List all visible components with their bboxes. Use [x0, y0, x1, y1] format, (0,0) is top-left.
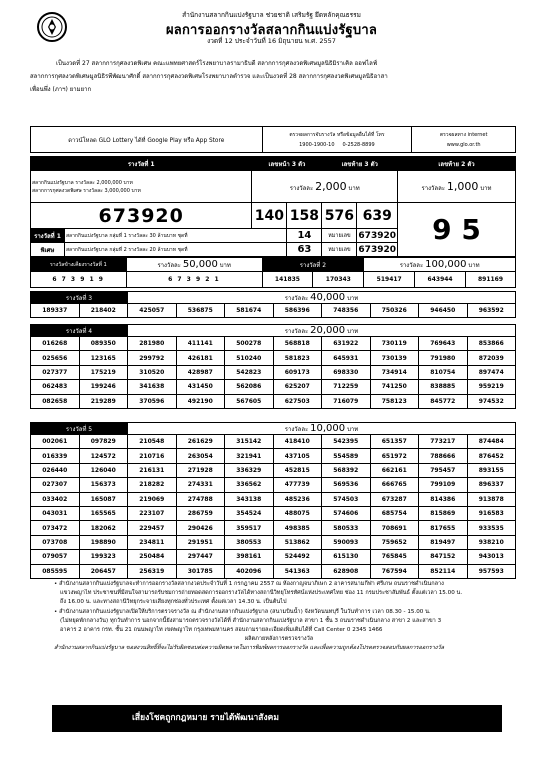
prize5-number: 765845 [370, 550, 419, 564]
prize5-number: 542395 [322, 435, 371, 449]
prize5-number: 819497 [419, 535, 468, 549]
prize4-number: 974532 [467, 394, 516, 408]
prize4-number: 897474 [467, 365, 516, 379]
header-line-3: เพื่อนพึ่ง (ภาฯ) ยามยาก [30, 86, 92, 93]
prize5-row [31, 564, 516, 578]
prize4-number: 959219 [467, 380, 516, 394]
prize4-number: 562086 [225, 380, 274, 394]
header-line-1: เป็นงวดที่ 27 สลากการกุศลงวดพิเศษ คณะแพทยศาสตร์โรงพยาบาลรามาธิบดี สลากการกุศลงวดพิเศษมูลนิธิมิราเคิล ออฟไลฟ์ [56, 60, 378, 67]
prize5-number: 250484 [128, 550, 177, 564]
near-first-number-2: 6 7 3 9 2 1 [126, 272, 262, 288]
near-and-second-table [30, 257, 516, 288]
prize5-number: 043031 [31, 506, 80, 520]
prize5-number: 085595 [31, 564, 80, 578]
prize5-number: 574606 [322, 506, 371, 520]
prize5-number: 079057 [31, 550, 80, 564]
prize5-number: 590093 [322, 535, 371, 549]
prize5-number: 574503 [322, 492, 371, 506]
prize5-number: 847152 [419, 550, 468, 564]
prize5-number: 651357 [370, 435, 419, 449]
prize4-number: 175219 [79, 365, 128, 379]
prize2-number: 643944 [415, 272, 466, 288]
prize5-number: 568392 [322, 463, 371, 477]
prize5-number: 943013 [467, 550, 516, 564]
prize4-number: 730139 [370, 351, 419, 365]
prize4-number: 062483 [31, 380, 80, 394]
prize5-number: 685754 [370, 506, 419, 520]
front3-number-1: 140 [252, 203, 287, 229]
prize5-number: 437105 [273, 449, 322, 463]
download-info: ดาวน์โหลด GLO Lottery ได้ที่ Google Play หรือ App Store [31, 127, 263, 153]
note-2b: (ไม่หยุดพักกลางวัน) ทุกวันทำการ นอกจากนี้ยังสามารถตรวจรางวัลได้ที่ สำนักงานสลากกินแบ่งรัฐบาล สาขา 1 ชั้น 3 ถนนราชดำเนินกลาง สาขา 2 และสาขา 3 [60, 617, 442, 624]
prize5-number: 271928 [176, 463, 225, 477]
prize5-row [31, 449, 516, 463]
prize4-number: 426181 [176, 351, 225, 365]
prize3-number: 218402 [79, 304, 128, 318]
prize5-number: 002061 [31, 435, 80, 449]
special-desc-2: สลากกินแบ่งรัฐบาล กลุ่มที่ 2 รางวัลละ 20 ล้านบาท ชุดที่ [65, 243, 287, 257]
prize4-number: 872039 [467, 351, 516, 365]
prize5-number: 126040 [79, 463, 128, 477]
prize3-number: 586396 [273, 304, 322, 318]
phone-2: 0-2528-8899 [342, 142, 375, 148]
prize5-number: 336562 [225, 478, 274, 492]
note-2a: • สำนักงานสลากกินแบ่งรัฐบาลเปิดให้บริการตรวจรางวัล ณ สำนักงานสลากกินแบ่งรัฐบาล (สนามบินน้ำ) จังหวัดนนทบุรี ในวันทำการ เวลา 08.30 - 15.00 น. [54, 608, 431, 615]
prize5-number: 673287 [370, 492, 419, 506]
prize5-number: 165087 [79, 492, 128, 506]
first-prize-desc [31, 171, 252, 203]
prize5-number: 814386 [419, 492, 468, 506]
prize5-number: 286759 [176, 506, 225, 520]
prize3-amount: รางวัลละ 40,000 บาท [128, 292, 516, 304]
prize4-row [31, 394, 516, 408]
prize4-number: 431450 [176, 380, 225, 394]
prize4-number: 299792 [128, 351, 177, 365]
prize5-number: 773217 [419, 435, 468, 449]
prize5-number: 354524 [225, 506, 274, 520]
prize5-row [31, 435, 516, 449]
prize5-number: 933535 [467, 521, 516, 535]
prize4-number: 123165 [79, 351, 128, 365]
prize5-number: 218282 [128, 478, 177, 492]
prize5-number: 234811 [128, 535, 177, 549]
prize4-number: 698330 [322, 365, 371, 379]
prize5-number: 666765 [370, 478, 419, 492]
prize4-number: 758123 [370, 394, 419, 408]
website: www.glo.or.th [446, 142, 481, 148]
special-label-2: พิเศษ [31, 243, 65, 257]
prize5-number: 852114 [419, 564, 468, 578]
prize4-number: 370596 [128, 394, 177, 408]
prize5-number: 073708 [31, 535, 80, 549]
last2-number: 9 5 [398, 203, 516, 257]
prize4-number: 716079 [322, 394, 371, 408]
prize5-number: 336329 [225, 463, 274, 477]
front-last3-amount: รางวัลละ 2,000 บาท [252, 171, 398, 203]
prize4-number: 510240 [225, 351, 274, 365]
prize5-number: 799109 [419, 478, 468, 492]
prize3-number: 946450 [419, 304, 468, 318]
prize4-number: 567605 [225, 394, 274, 408]
prize4-number: 609173 [273, 365, 322, 379]
org-line: สำนักงานสลากกินแบ่งรัฐบาล ช่วยชาติ เสริมรัฐ ยึดหลักคุณธรรม [182, 11, 361, 19]
prize5-number: 580533 [322, 521, 371, 535]
prize5-number: 767594 [370, 564, 419, 578]
prize5-number: 398161 [225, 550, 274, 564]
prize3-number: 425057 [128, 304, 177, 318]
prize2-label: รางวัลที่ 2 [262, 258, 364, 272]
prize4-number: 411141 [176, 337, 225, 351]
note-1a: • สำนักงานสลากกินแบ่งรัฐบาลจะทำการออกรางวัลสลากงวดประจำวันที่ 1 กรกฎาคม 2557 ณ ห้องกาญจนาภิเษก 2 อาคารสนามกีฬา ศรีเกษ ถนนราชดำเนินกลาง [54, 581, 444, 587]
last2-label: เลขท้าย 2 ตัว [398, 157, 516, 171]
prize5-number: 301785 [176, 564, 225, 578]
main-prize-table [30, 156, 516, 257]
prize5-number: 206457 [79, 564, 128, 578]
prize5-number: 016339 [31, 449, 80, 463]
prize5-number: 256319 [128, 564, 177, 578]
front3-label: เลขหน้า 3 ตัว [252, 157, 322, 171]
prize5-number: 229457 [128, 521, 177, 535]
first-prize-desc-2: สลากการกุศลงวดพิเศษ รางวัลละ 3,000,000 บาท [32, 187, 141, 194]
prize5-number: 817655 [419, 521, 468, 535]
last3-label: เลขท้าย 3 ตัว [322, 157, 398, 171]
internet-title: ตรวจผลทาง internet [439, 132, 488, 138]
prize5-number: 033402 [31, 492, 80, 506]
prize5-number: 156373 [79, 478, 128, 492]
prize4-number: 428987 [176, 365, 225, 379]
prize5-number: 073472 [31, 521, 80, 535]
prize4-number: 741250 [370, 380, 419, 394]
prize4-number: 853866 [467, 337, 516, 351]
special-set-2: 63 [287, 243, 322, 257]
phone-title: ตรวจผลการจับรางวัล หรือข้อมูลอื่นได้ที่ โทร [289, 132, 385, 138]
prize5-number: 913878 [467, 492, 516, 506]
last2-amount: รางวัลละ 1,000 บาท [398, 171, 516, 203]
prize5-number: 274788 [176, 492, 225, 506]
note-1c: ถึง 16.00 น. และทางสถานีวิทยุกระจายเสียงทุกช่องทั่วประเทศ ตั้งแต่เวลา 14.30 น. เป็นต้นไป [60, 599, 287, 606]
header-line-2: สลากการกุศลงวดพิเศษมูลนิธิรพีพัฒนาศักดิ์ สลากการกุศลงวดพิเศษโรงพยาบาลตำรวจ และเป็นงวดที่ 28 สลากการกุศลงวดพิเศษมูลนิธิอาสา [30, 73, 388, 80]
prize2-number: 519417 [364, 272, 415, 288]
prize5-number: 788666 [419, 449, 468, 463]
prize3-number: 581674 [225, 304, 274, 318]
prize5-number: 896337 [467, 478, 516, 492]
prize3-number: 536875 [176, 304, 225, 318]
last3-number-2: 639 [357, 203, 398, 229]
prize5-row [31, 492, 516, 506]
internet-info [412, 127, 516, 153]
prize5-number: 263054 [176, 449, 225, 463]
prize5-number: 485236 [273, 492, 322, 506]
prize4-number: 219289 [79, 394, 128, 408]
prize4-amount: รางวัลละ 20,000 บาท [128, 325, 516, 337]
prize3-number: 189337 [31, 304, 80, 318]
prize4-number: 500278 [225, 337, 274, 351]
prize4-number: 845772 [419, 394, 468, 408]
prize4-label: รางวัลที่ 4 [31, 325, 128, 337]
prize5-number: 957593 [467, 564, 516, 578]
prize5-number: 182062 [79, 521, 128, 535]
last3-number-1: 576 [322, 203, 357, 229]
prize5-label: รางวัลที่ 5 [31, 423, 128, 435]
prize5-number: 315142 [225, 435, 274, 449]
prize5-number: 219069 [128, 492, 177, 506]
three-digit-amount: 2,000 [315, 180, 347, 193]
first-prize-label: รางวัลที่ 1 [31, 157, 252, 171]
prize5-row [31, 463, 516, 477]
prize5-number: 938210 [467, 535, 516, 549]
prize2-number: 141835 [262, 272, 313, 288]
prize5-table [30, 422, 516, 579]
note-4: สำนักงานสลากกินแบ่งรัฐบาล ขอสงวนสิทธิ์ที่จะไม่รับผิดชอบต่อความผิดพลาดในการพิมพ์ผลการออกรางวัล และเพื่อความถูกต้องโปรดตรวจสอบกับผลการออกรางวัล [54, 645, 445, 652]
prize5-row [31, 521, 516, 535]
prize5-number: 708691 [370, 521, 419, 535]
prize5-number: 524492 [273, 550, 322, 564]
prize4-number: 199246 [79, 380, 128, 394]
near-first-label: รางวัลข้างเคียงรางวัลที่ 1 [31, 258, 127, 272]
prize4-number: 281980 [128, 337, 177, 351]
prize5-number: 916583 [467, 506, 516, 520]
prize5-amount: รางวัลละ 10,000 บาท [128, 423, 516, 435]
prize5-number: 477739 [273, 478, 322, 492]
special-number-label-1: หมายเลข [322, 229, 357, 243]
phone-1: 1900-1900-10 [299, 142, 335, 148]
special-number-2: 673920 [358, 244, 396, 255]
prize5-number: 569536 [322, 478, 371, 492]
prize4-row [31, 337, 516, 351]
prize3-number: 963592 [467, 304, 516, 318]
prize5-number: 199323 [79, 550, 128, 564]
prize5-number: 210716 [128, 449, 177, 463]
prize5-number: 380553 [225, 535, 274, 549]
note-3: ผลิตภายหลังการตรวจรางวัล [244, 636, 314, 643]
prize5-number: 291951 [176, 535, 225, 549]
prize4-number: 712259 [322, 380, 371, 394]
prize5-number: 498385 [273, 521, 322, 535]
info-table [30, 126, 516, 153]
first-prize-number: 673920 [31, 203, 252, 229]
prize4-number: 025656 [31, 351, 80, 365]
special-label-1: รางวัลที่ 1 [31, 229, 65, 243]
prize5-number: 541363 [273, 564, 322, 578]
prize4-row [31, 365, 516, 379]
prize2-number: 891169 [466, 272, 516, 288]
prize5-number: 759652 [370, 535, 419, 549]
prize5-number: 198890 [79, 535, 128, 549]
prize3-number: 748356 [322, 304, 371, 318]
prize4-number: 631922 [322, 337, 371, 351]
prize5-number: 274331 [176, 478, 225, 492]
prize4-number: 791980 [419, 351, 468, 365]
prize5-number: 297447 [176, 550, 225, 564]
first-prize-desc-1: สลากกินแบ่งรัฐบาล รางวัลละ 2,000,000 บาท [32, 179, 133, 186]
prize5-number: 261629 [176, 435, 225, 449]
note-1b: แขวงพญาไท ประชาชนที่มีสนใจสามารถรับชมการถ่ายทอดสดการออกรางวัลได้ทางสถานีวิทยุโทรทัศน์แห่งประเทศไทย ช่อง 11 กรมประชาสัมพันธ์ ตั้งแต่เวลา 15.00 น. [60, 590, 463, 597]
prize5-row [31, 535, 516, 549]
near-first-number-1: 6 7 3 9 1 9 [31, 272, 127, 288]
prize5-number: 615130 [322, 550, 371, 564]
prize5-number: 893155 [467, 463, 516, 477]
note-2c: อาคาร 2 อาคาร กรท. ชั้น 21 ถนนพญาไท เขตพญาไท กรุงเทพมหานคร สอบถามรายละเอียดเพิ่มเติมได้ที่ Call Center 0 2345 1466 [60, 627, 383, 634]
prize2-number: 170343 [313, 272, 364, 288]
prize4-number: 310520 [128, 365, 177, 379]
prize5-number: 343138 [225, 492, 274, 506]
prize3-row [31, 304, 516, 318]
prize5-number: 359517 [225, 521, 274, 535]
front3-number-2: 158 [287, 203, 322, 229]
prize5-number: 452815 [273, 463, 322, 477]
special-number-1: 673920 [358, 230, 396, 241]
prize3-number: 750326 [370, 304, 419, 318]
prize4-number: 625207 [273, 380, 322, 394]
prize5-number: 418410 [273, 435, 322, 449]
prize4-table [30, 324, 516, 409]
prize5-number: 124572 [79, 449, 128, 463]
prize4-row [31, 380, 516, 394]
prize5-number: 815869 [419, 506, 468, 520]
prize5-number: 513862 [273, 535, 322, 549]
prize5-number: 662161 [370, 463, 419, 477]
prize5-number: 290426 [176, 521, 225, 535]
prize5-number: 026440 [31, 463, 80, 477]
prize5-number: 554589 [322, 449, 371, 463]
prize5-number: 874484 [467, 435, 516, 449]
prize4-number: 568818 [273, 337, 322, 351]
prize5-number: 027307 [31, 478, 80, 492]
special-number-label-2: หมายเลข [322, 243, 357, 257]
prize4-number: 027377 [31, 365, 80, 379]
prize5-number: 210548 [128, 435, 177, 449]
prize4-number: 341638 [128, 380, 177, 394]
prize4-number: 734914 [370, 365, 419, 379]
notes [54, 580, 504, 654]
prize3-table [30, 291, 516, 318]
prize4-number: 492190 [176, 394, 225, 408]
prize4-number: 581823 [273, 351, 322, 365]
prize4-number: 627503 [273, 394, 322, 408]
prize5-number: 651972 [370, 449, 419, 463]
prize4-number: 016268 [31, 337, 80, 351]
prize4-number: 730119 [370, 337, 419, 351]
prize5-number: 223107 [128, 506, 177, 520]
prize4-number: 645931 [322, 351, 371, 365]
footer-slogan: เสี่ยงโชคถูกกฎหมาย รายได้พัฒนาสังคม [52, 705, 502, 732]
prize4-number: 082658 [31, 394, 80, 408]
special-set-1: 14 [287, 229, 322, 243]
prize5-number: 402096 [225, 564, 274, 578]
prize4-number: 769643 [419, 337, 468, 351]
prize2-amount: รางวัลละ 100,000 บาท [364, 258, 516, 272]
prize5-row [31, 550, 516, 564]
special-desc-1: สลากกินแบ่งรัฐบาล กลุ่มที่ 1 รางวัลละ 30 ล้านบาท ชุดที่ [65, 229, 287, 243]
near-first-amount: รางวัลละ 50,000 บาท [126, 258, 262, 272]
prize5-row [31, 478, 516, 492]
prize4-number: 838885 [419, 380, 468, 394]
prize5-number: 795457 [419, 463, 468, 477]
prize5-number: 321941 [225, 449, 274, 463]
page-title: ผลการออกรางวัลสลากกินแบ่งรัฐบาล [165, 23, 377, 38]
prize4-number: 089350 [79, 337, 128, 351]
prize5-number: 488075 [273, 506, 322, 520]
prize4-row [31, 351, 516, 365]
prize5-number: 216131 [128, 463, 177, 477]
prize5-number: 876452 [467, 449, 516, 463]
prize4-number: 810754 [419, 365, 468, 379]
prize3-label: รางวัลที่ 3 [31, 292, 128, 304]
phone-info [262, 127, 412, 153]
prize5-row [31, 506, 516, 520]
prize5-number: 097829 [79, 435, 128, 449]
prize5-number: 165565 [79, 506, 128, 520]
prize4-number: 542823 [225, 365, 274, 379]
prize5-number: 628908 [322, 564, 371, 578]
draw-date: งวดที่ 12 ประจำวันที่ 16 มิถุนายน พ.ศ. 2557 [207, 37, 336, 45]
